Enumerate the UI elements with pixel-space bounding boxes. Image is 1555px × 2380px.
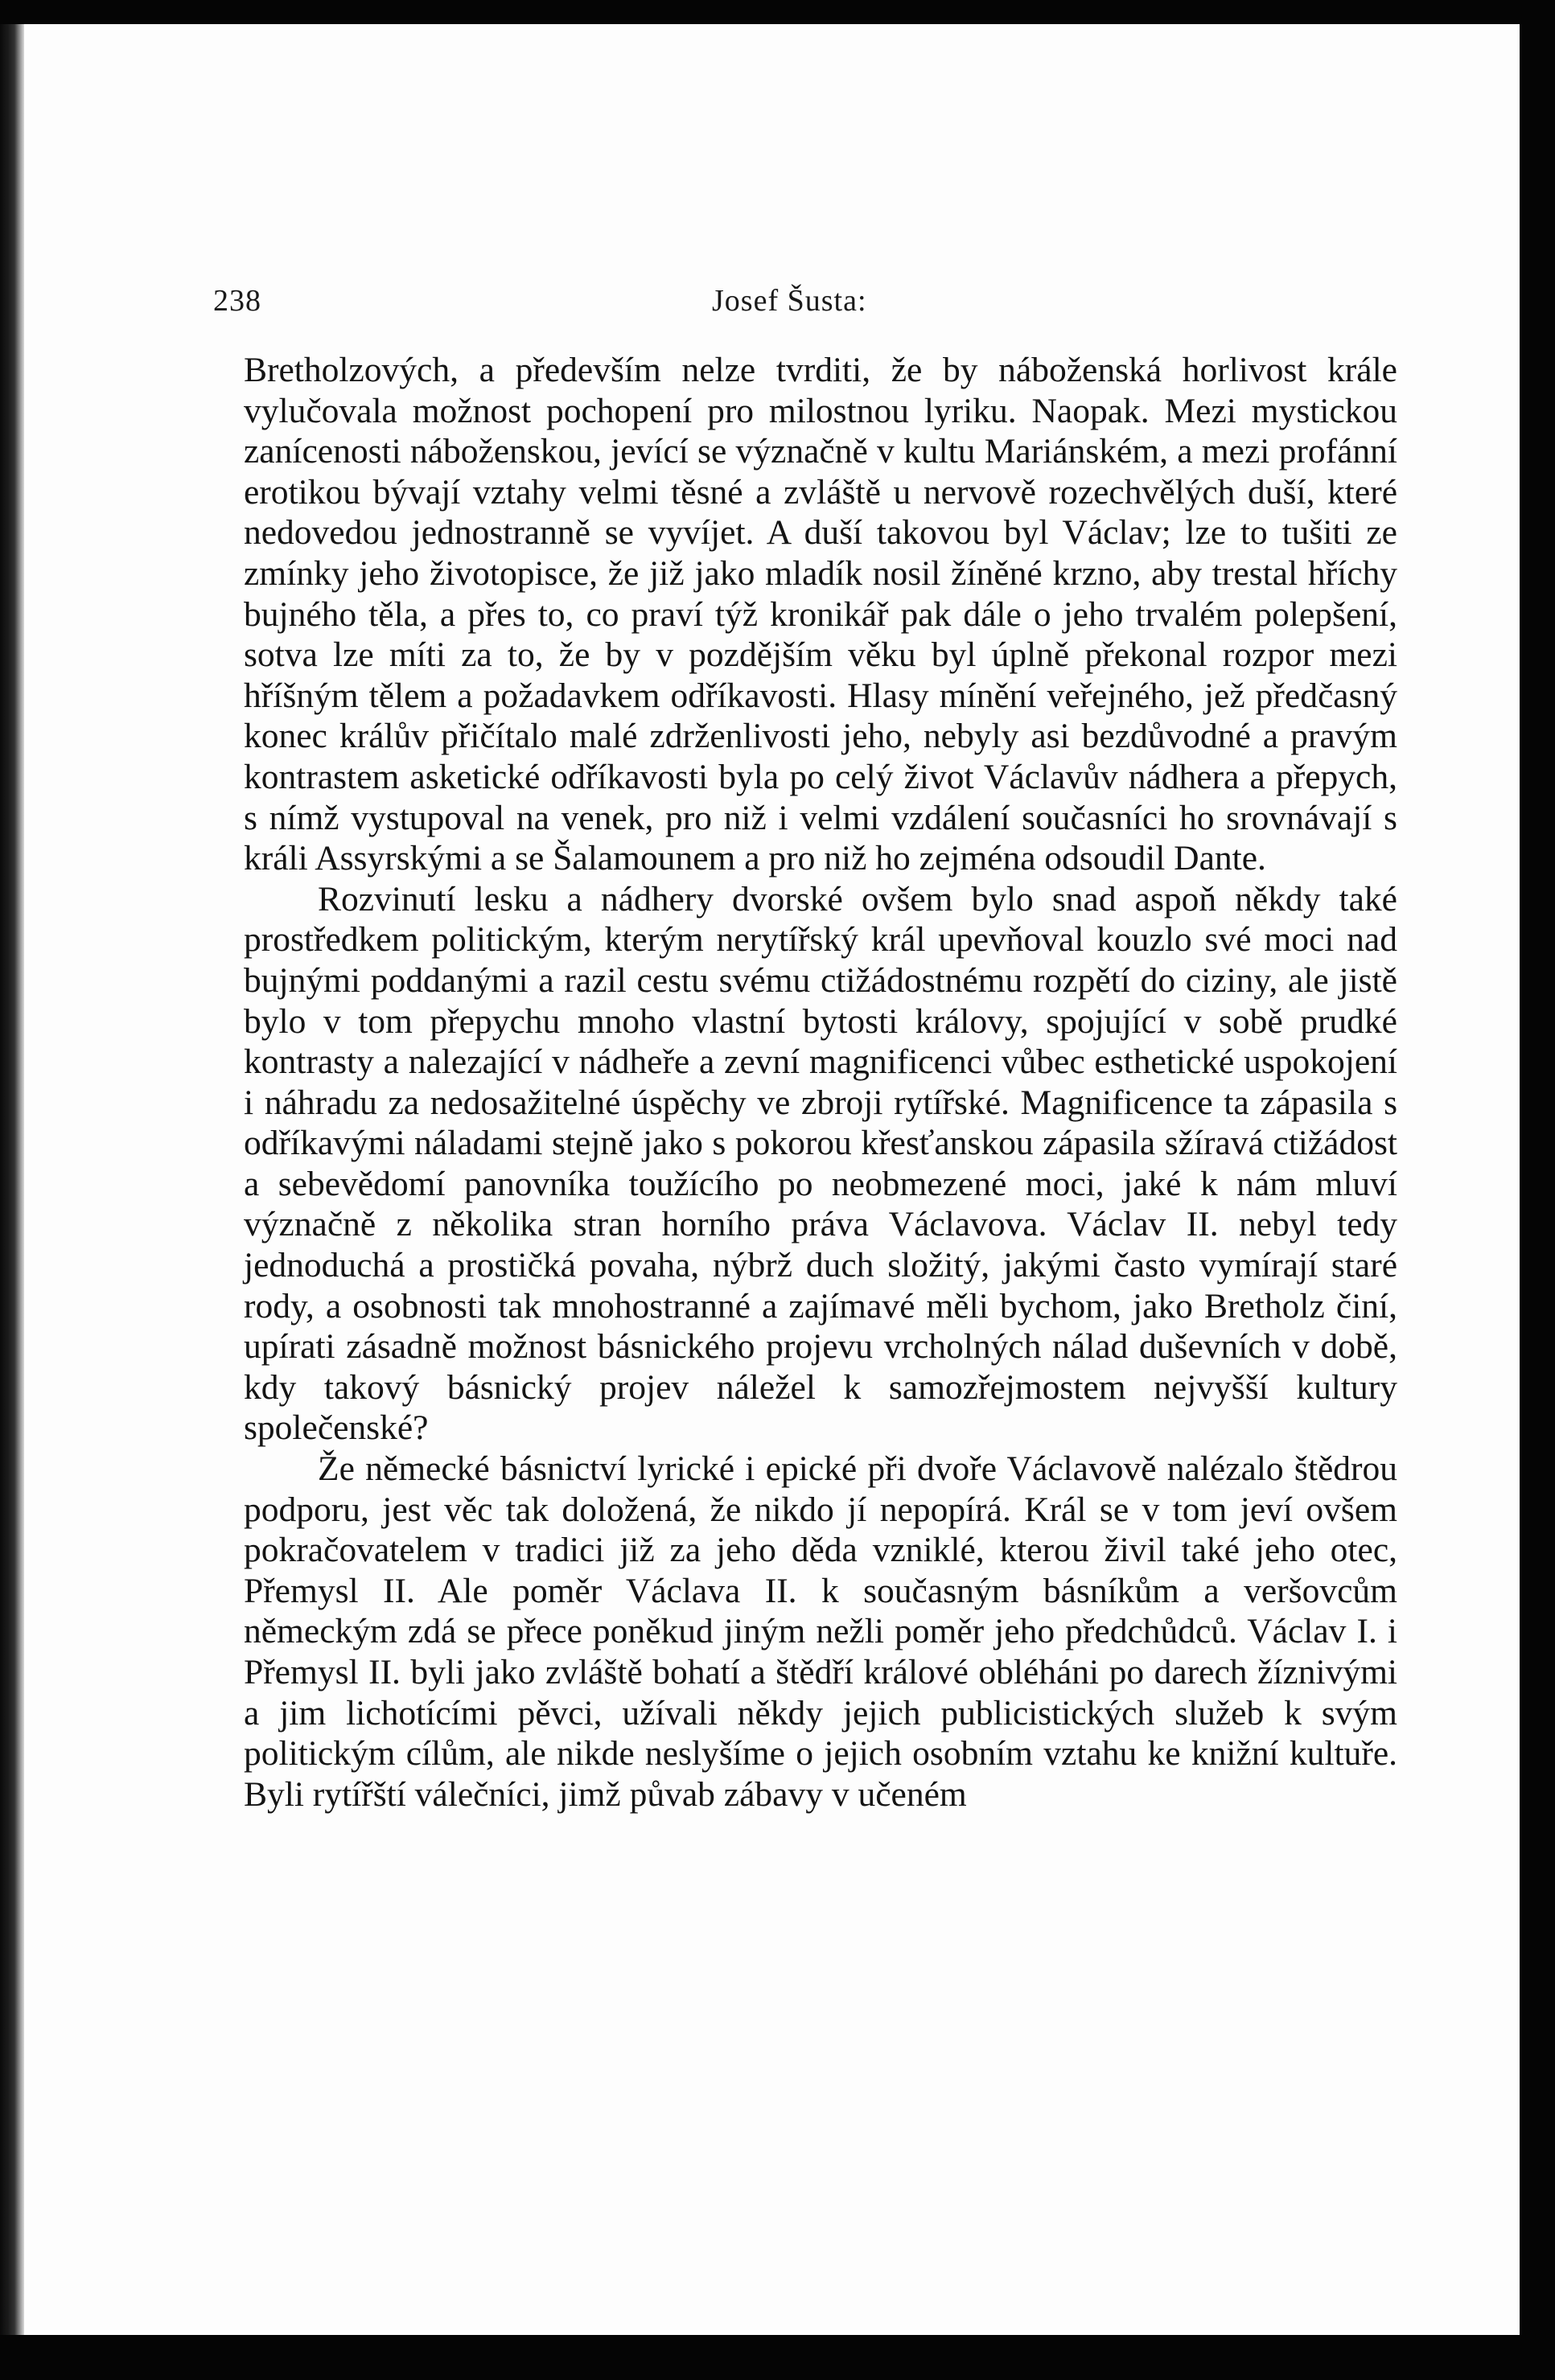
page-number: 238 bbox=[213, 284, 261, 318]
scan-frame-left bbox=[0, 0, 24, 2380]
paragraph-3: Že německé básnictví lyrické i epické při dvoře Václavově nalézalo štědrou podporu, jest věc tak doložená, že nikdo jí nepopírá. Král se v tom jeví ovšem pokračovatelem v tradici již za jeho děda vzniklé, kterou živil také jeho otec, Přemysl II. Ale poměr Václava II. k současným básníkům a veršovcům německým zdá se přece poněkud jiným nežli poměr jeho předchůdců. Václav I. i Přemysl II. byli jako zvláště bohatí a štědří králové obléháni po darech žíznivými a jim lichotícími pěvci, užívali někdy jejich publicistických služeb k svým politickým cílům, ale nikde neslyšíme o jejich osobním vztahu ke knižní kultuře. Byli rytířští válečníci, jimž půvab zábavy v učeném bbox=[244, 1449, 1397, 1814]
running-head: Josef Šusta: bbox=[712, 284, 867, 318]
paragraph-1: Bretholzových, a především nelze tvrditi, že by náboženská horlivost krále vylučovala možnost pochopení pro milostnou lyriku. Naopak. Mezi mystickou zanícenosti náboženskou, jevící se význačně v kultu Mariánském, a mezi profánní erotikou bývají vztahy velmi těsné a zvláště u nervově rozechvělých duší, které nedovedou jednostranně se vyvíjet. A duší takovou byl Václav; lze to tušiti ze zmínky jeho životopisce, že již jako mladík nosil žíněné krzno, aby trestal hříchy bujného těla, a přes to, co praví týž kronikář pak dále o jeho trvalém polepšení, sotva lze míti za to, že by v pozdějším věku byl úplně překonal rozpor mezi hříšným tělem a požadavkem odříkavosti. Hlasy mínění veřejného, jež předčasný konec králův přičítalo malé zdrženlivosti jeho, nebyly asi bezdůvodné a pravým kontrastem asketické odříkavosti byla po celý život Václavův nádhera a přepych, s nímž vystupoval na venek, pro niž i velmi vzdálení současníci ho srovnávají s králi Assyrskými a se Šalamounem a pro niž ho zejména odsoudil Dante. bbox=[244, 351, 1397, 878]
body-text bbox=[244, 350, 1397, 1815]
scan-frame-bottom bbox=[0, 2335, 1555, 2380]
page-header bbox=[24, 283, 1520, 331]
book-page bbox=[24, 24, 1520, 2335]
scan-frame-top bbox=[0, 0, 1555, 24]
scan-frame-right bbox=[1520, 0, 1555, 2380]
paragraph-2: Rozvinutí lesku a nádhery dvorské ovšem bylo snad aspoň někdy také prostředkem politickým, kterým nerytířský král upevňoval kouzlo své moci nad bujnými poddanými a razil cestu svému ctižádostnému rozpětí do ciziny, ale jistě bylo v tom přepychu mnoho vlastní bytosti královy, spojující v sobě prudké kontrasty a nalezající v nádheře a zevní magnificenci vůbec esthetické uspokojení i náhradu za nedosažitelné úspěchy ve zbroji rytířské. Magnificence ta zápasila s odříkavými náladami stejně jako s pokorou křesťanskou zápasila sžíravá ctižádost a sebevědomí panovníka toužícího po neobmezené moci, jaké k nám mluví význačně z několika stran horního práva Václavova. Václav II. nebyl tedy jednoduchá a prostičká povaha, nýbrž duch složitý, jakými často vymírají staré rody, a osobnosti tak mnohostranné a zajímavé měli bychom, jako Bretholz činí, upírati zásadně možnost básnického projevu vrcholných nálad duševních v době, kdy takový básnický projev náležel k samozřejmostem nejvyšší kultury společenské? bbox=[244, 879, 1397, 1448]
